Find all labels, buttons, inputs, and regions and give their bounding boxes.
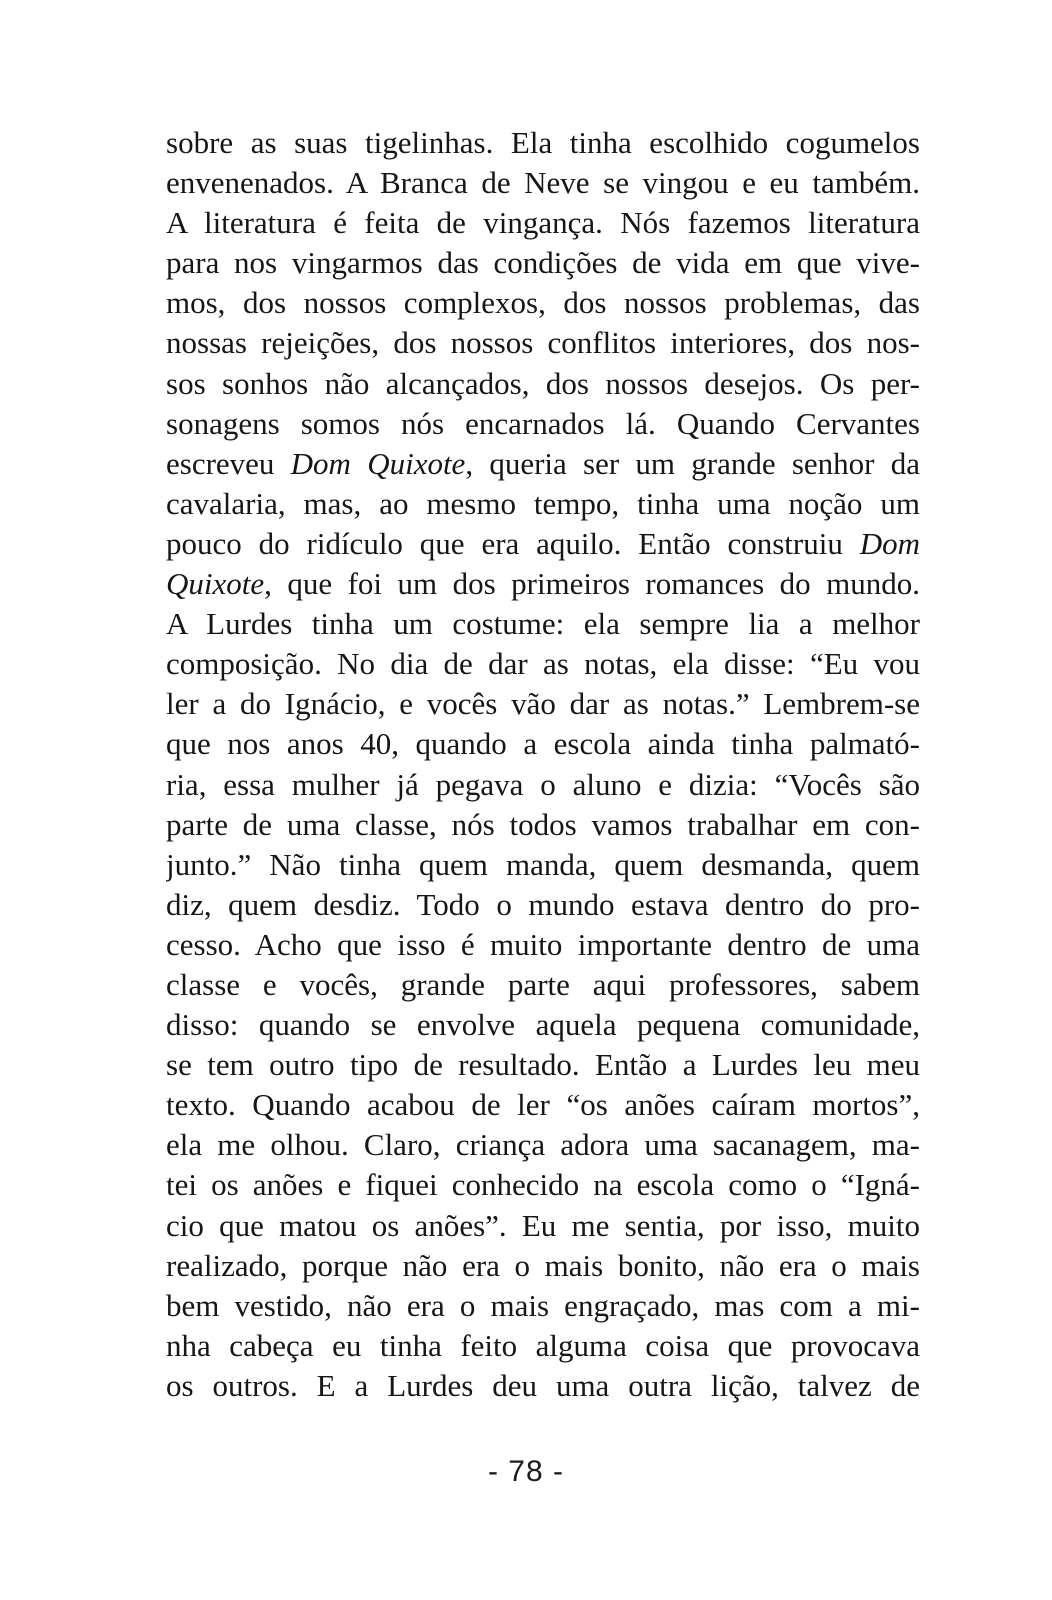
text-line — [166, 724, 920, 764]
text-line — [166, 243, 920, 283]
text-segment: envenenados. A Branca de Neve se vingou e eu também. — [166, 165, 920, 201]
text-line — [166, 524, 920, 564]
text-line — [166, 644, 920, 684]
text-line — [166, 1206, 920, 1246]
text-block — [166, 123, 920, 1406]
text-line — [166, 1125, 920, 1165]
text-segment: parte de uma classe, nós todos vamos trabalhar em con- — [166, 806, 920, 842]
text-line — [166, 925, 920, 965]
text-segment: escreveu — [166, 445, 291, 481]
text-segment: ria, essa mulher já pegava o aluno e dizia: “Vocês são — [166, 766, 920, 802]
text-segment: ler a do Ignácio, e vocês vão dar as notas.” Lembrem-se — [166, 686, 920, 722]
text-line — [166, 1366, 920, 1406]
text-segment: que nos anos 40, quando a escola ainda tinha palmató- — [166, 726, 920, 762]
text-segment: diz, quem desdiz. Todo o mundo estava dentro do pro- — [166, 886, 920, 922]
text-segment: composição. No dia de dar as notas, ela disse: “Eu vou — [166, 646, 920, 682]
text-line — [166, 684, 920, 724]
text-segment: sos sonhos não alcançados, dos nossos desejos. Os per- — [166, 365, 920, 401]
text-segment: cesso. Acho que isso é muito importante dentro de uma — [166, 926, 920, 962]
text-line — [166, 444, 920, 484]
text-segment: , queria ser um grande senhor da — [465, 445, 920, 481]
text-line — [166, 845, 920, 885]
text-segment: texto. Quando acabou de ler “os anões caíram mortos”, — [166, 1087, 920, 1123]
text-line — [166, 1286, 920, 1326]
text-line — [166, 805, 920, 845]
text-segment: pouco do ridículo que era aquilo. Então construiu — [166, 525, 860, 561]
text-line — [166, 163, 920, 203]
text-line — [166, 203, 920, 243]
text-line — [166, 484, 920, 524]
text-line — [166, 364, 920, 404]
text-segment-italic: Dom — [859, 525, 920, 561]
text-segment: sonagens somos nós encarnados lá. Quando Cervantes — [166, 405, 920, 441]
text-line — [166, 1165, 920, 1205]
text-segment: sobre as suas tigelinhas. Ela tinha escolhido cogumelos — [166, 125, 920, 160]
text-segment: cavalaria, mas, ao mesmo tempo, tinha uma noção um — [166, 485, 920, 521]
text-segment: A literatura é feita de vingança. Nós fazemos literatura — [166, 205, 920, 241]
text-segment: A Lurdes tinha um costume: ela sempre lia a melhor — [166, 606, 920, 642]
text-segment: mos, dos nossos complexos, dos nossos problemas, das — [166, 285, 920, 321]
text-line — [166, 965, 920, 1005]
text-line — [166, 1326, 920, 1366]
text-segment: realizado, porque não era o mais bonito, não era o mais — [166, 1247, 920, 1283]
page-number: - 78 - — [487, 1455, 565, 1488]
text-line — [166, 1045, 920, 1085]
text-segment: junto.” Não tinha quem manda, quem desmanda, quem — [166, 846, 920, 882]
text-line — [166, 765, 920, 805]
text-segment: se tem outro tipo de resultado. Então a Lurdes leu meu — [166, 1047, 920, 1083]
text-line — [166, 564, 920, 604]
text-segment: nha cabeça eu tinha feito alguma coisa que provocava — [166, 1327, 920, 1363]
text-segment: tei os anões e fiquei conhecido na escola como o “Igná- — [166, 1167, 920, 1203]
text-segment-italic: Quixote — [166, 566, 265, 602]
text-segment: os outros. E a Lurdes deu uma outra lição, talvez de — [166, 1367, 920, 1403]
text-segment: disso: quando se envolve aquela pequena comunidade, — [166, 1007, 920, 1043]
text-segment-italic: Dom Quixote — [290, 445, 466, 481]
text-line — [166, 323, 920, 363]
text-line — [166, 123, 920, 163]
text-line — [166, 283, 920, 323]
text-line — [166, 404, 920, 444]
text-segment: classe e vocês, grande parte aqui professores, sabem — [166, 966, 920, 1002]
text-segment: ela me olhou. Claro, criança adora uma sacanagem, ma- — [166, 1127, 920, 1163]
text-segment: para nos vingarmos das condições de vida em que vive- — [166, 245, 920, 281]
text-line — [166, 604, 920, 644]
text-line — [166, 1085, 920, 1125]
text-line — [166, 1246, 920, 1286]
text-line — [166, 885, 920, 925]
text-segment: cio que matou os anões”. Eu me sentia, por isso, muito — [166, 1207, 920, 1243]
text-segment: , que foi um dos primeiros romances do mundo. — [264, 566, 920, 602]
text-segment: nossas rejeições, dos nossos conflitos interiores, dos nos- — [166, 325, 920, 361]
text-line — [166, 1005, 920, 1045]
text-segment: bem vestido, não era o mais engraçado, mas com a mi- — [166, 1287, 920, 1323]
